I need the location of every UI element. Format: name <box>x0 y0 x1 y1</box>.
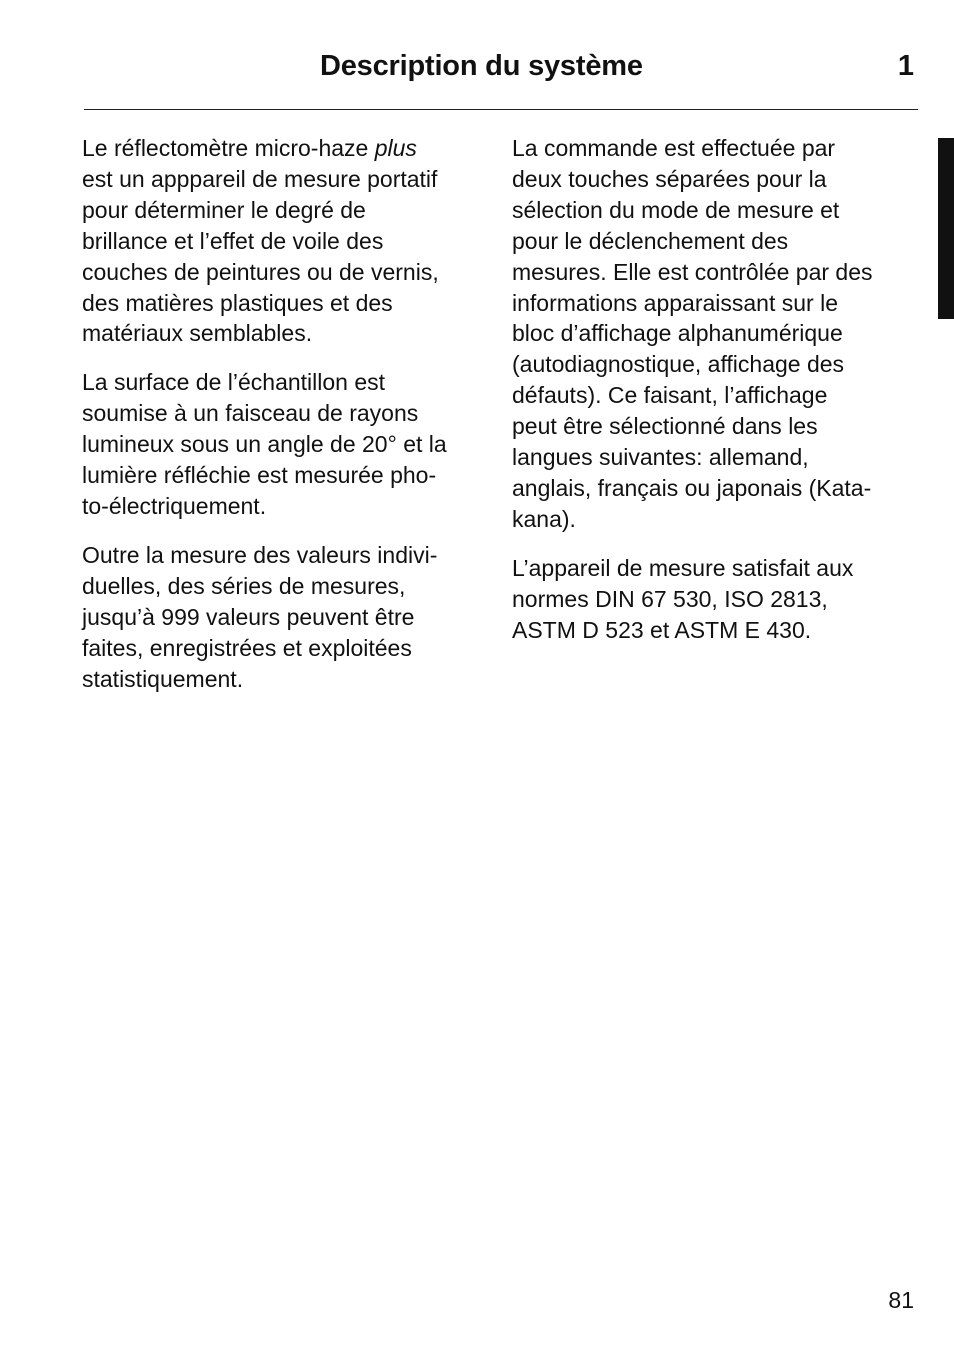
paragraph-intro <box>82 133 494 349</box>
text-line: La commande est effectuée par <box>512 135 836 161</box>
paragraph-operation <box>512 133 924 535</box>
text-line: faites, enregistrées et exploitées <box>82 634 412 661</box>
right-column <box>512 133 924 664</box>
text-line: couches de peintures ou de vernis, <box>82 258 439 285</box>
text-line: anglais, français ou japonais (Kata- <box>512 474 872 501</box>
text-line: duelles, des séries de mesures, <box>82 572 406 599</box>
text-line: deux touches séparées pour la <box>512 165 827 192</box>
text-line: langues suivantes: allemand, <box>512 444 809 471</box>
text-line: kana). <box>512 505 576 532</box>
text-line: jusqu’à 999 valeurs peuvent être <box>82 603 415 630</box>
text-line: statistiquement. <box>82 665 244 692</box>
text-line: matériaux semblables. <box>82 320 313 347</box>
text-line: ASTM D 523 et ASTM E 430. <box>512 616 812 643</box>
text-line <box>82 133 494 164</box>
page-number: 81 <box>888 1287 914 1313</box>
text-line: informations apparaissant sur le <box>512 289 838 316</box>
text-line: mesures. Elle est contrôlée par des <box>512 258 873 285</box>
left-column <box>82 133 494 712</box>
text-line: normes DIN 67 530, ISO 2813, <box>512 585 828 612</box>
text-line: lumière réfléchie est mesurée pho- <box>82 462 437 489</box>
header-divider <box>84 109 918 110</box>
text-line: Outre la mesure des valeurs indivi- <box>82 541 438 568</box>
text-line: est un apppareil de mesure portatif <box>82 165 438 192</box>
page-title: Description du système <box>320 50 643 82</box>
text-line: bloc d’affichage alphanumérique <box>512 320 843 347</box>
text-line: soumise à un faisceau de rayons <box>82 400 419 427</box>
text-line: défauts). Ce faisant, l’affichage <box>512 382 828 409</box>
text-line: L’appareil de mesure satisfait aux <box>512 554 854 581</box>
text-line: La surface de l’échantillon est <box>82 369 386 396</box>
text-line: pour déterminer le degré de <box>82 196 366 223</box>
text-line: brillance et l’effet de voile des <box>82 227 384 254</box>
product-name-italic: plus <box>374 135 417 161</box>
text-line: sélection du mode de mesure et <box>512 196 840 223</box>
text-line: pour le déclenchement des <box>512 227 789 254</box>
text-line: to-électriquement. <box>82 492 267 519</box>
text-line: peut être sélectionné dans les <box>512 413 818 440</box>
text-line: lumineux sous un angle de 20° et la <box>82 431 447 458</box>
text-span: Le réflectomètre micro-haze <box>82 135 375 161</box>
chapter-thumb-tab <box>938 138 954 319</box>
paragraph-standards <box>512 553 924 646</box>
chapter-number: 1 <box>897 50 914 82</box>
paragraph-measurement-principle <box>82 367 494 522</box>
text-line: (autodiagnostique, affichage des <box>512 351 845 378</box>
text-line: des matières plastiques et des <box>82 289 393 316</box>
paragraph-series-measurements <box>82 540 494 695</box>
